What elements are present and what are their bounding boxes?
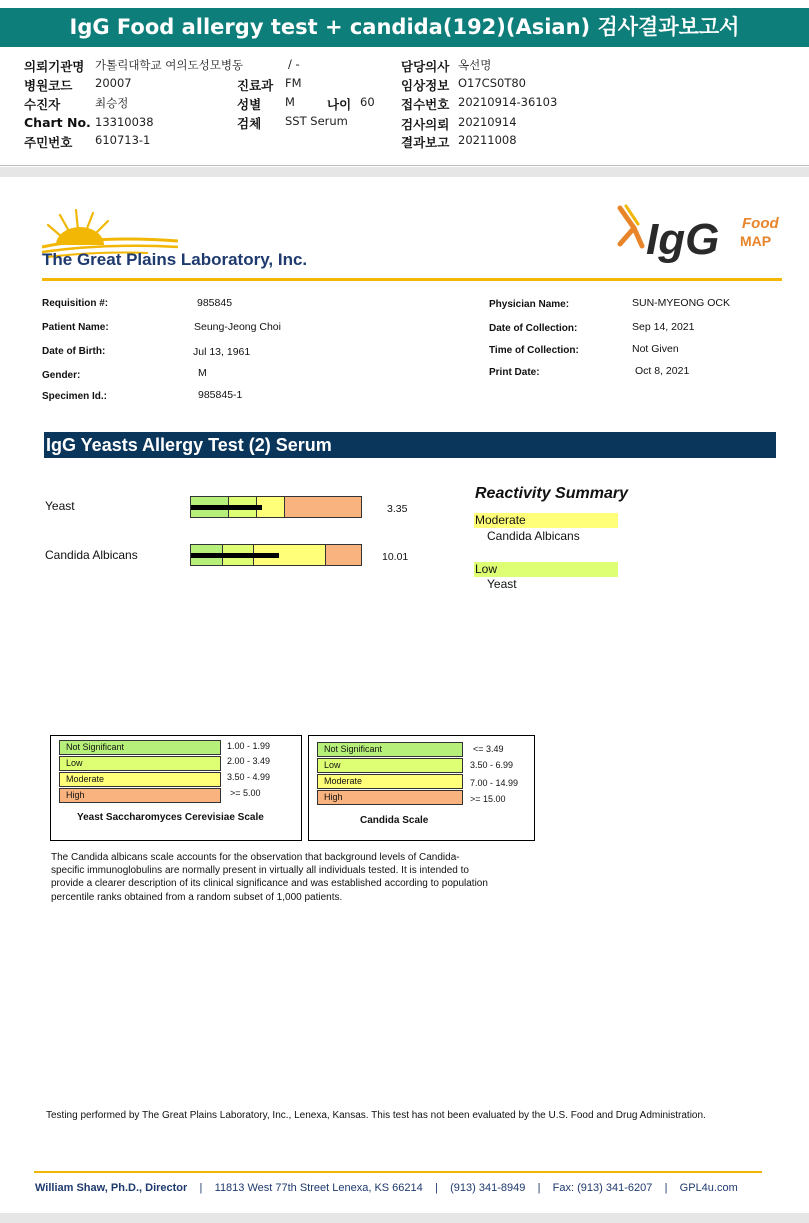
yeast-value: 3.35 [387, 503, 408, 515]
candida-scale-range-not-significant: <= 3.49 [473, 744, 504, 754]
reactivity-moderate-item: Candida Albicans [487, 529, 580, 543]
print-date-label: Print Date: [489, 367, 540, 378]
svg-text:MAP: MAP [740, 233, 772, 249]
requisition-value: 985845 [197, 297, 233, 309]
age-value: 60 [360, 95, 375, 109]
bottom-strip [0, 1213, 809, 1223]
collection-date-value: Sep 14, 2021 [632, 321, 695, 333]
igg-food-map-logo [612, 202, 787, 272]
lab-website[interactable]: GPL4u.com [679, 1182, 738, 1194]
candida-scale-row-high: High [317, 790, 463, 805]
receipt-label: 접수번호 [401, 97, 450, 112]
yeast-scale-row-not-significant: Not Significant [59, 740, 221, 755]
candida-scale-legend [308, 735, 535, 841]
korean-info-panel [0, 52, 809, 166]
collection-date-label: Date of Collection: [489, 323, 578, 334]
svg-text:IgG: IgG [646, 215, 720, 264]
institution-label: 의뢰기관명 [24, 59, 85, 74]
request-value: 20210914 [458, 115, 517, 129]
doctor-value: 옥선명 [458, 58, 492, 72]
candida-scale-row-low: Low [317, 758, 463, 773]
requisition-label: Requisition #: [42, 298, 109, 309]
id-value: 610713-1 [95, 133, 151, 147]
receipt-value: 20210914-36103 [458, 95, 558, 109]
report-title-bar [0, 8, 809, 47]
candida-scale-row-not-significant: Not Significant [317, 742, 463, 757]
reactivity-low-label: Low [474, 562, 618, 577]
specimen-id-label: Specimen Id.: [42, 391, 108, 402]
dept-label: 진료과 [237, 78, 274, 93]
candida-scale-row-moderate: Moderate [317, 774, 463, 789]
test-banner: IgG Yeasts Allergy Test (2) Serum [44, 432, 776, 458]
director-name: William Shaw, Ph.D., Director [35, 1182, 188, 1194]
candida-scale-range-high: >= 15.00 [470, 794, 506, 804]
lab-footer: William Shaw, Ph.D., Director | 11813 West 77th Street Lenexa, KS 66214 | (913) 341-8949 | Fax: (913) 341-6207 | GPL4u.com [35, 1182, 738, 1194]
hospital-code-label: 병원코드 [24, 78, 73, 93]
patient-name-label: Patient Name: [42, 322, 109, 333]
lab-phone: (913) 341-8949 [450, 1182, 526, 1194]
yeast-scale-range-not-significant: 1.00 - 1.99 [227, 741, 271, 751]
dept-value: FM [285, 76, 302, 90]
yeast-scale-legend [50, 735, 302, 841]
candida-scale-range-moderate: 7.00 - 14.99 [470, 778, 519, 788]
candida-level-marker [191, 553, 279, 558]
candida-scale-note: The Candida albicans scale accounts for the observation that background levels of Candida-specific immunoglobulins are normally present in virtually all individuals tested. It is intended to provide a clearer description of its clinical significance and was established according to population percentile ranks obtained from a random subset of 1,000 patients. [51, 852, 488, 903]
dob-label: Date of Birth: [42, 346, 106, 357]
yeast-label: Yeast [45, 499, 75, 513]
specimen-label-kr: 검체 [237, 116, 262, 131]
lab-name: The Great Plains Laboratory, Inc. [42, 250, 308, 269]
candida-seg-high [326, 545, 361, 565]
request-label: 검사의뢰 [401, 117, 450, 132]
yeast-seg-high [285, 497, 361, 517]
candida-scale-title: Candida Scale [360, 815, 429, 826]
sex-label: 성별 [237, 97, 262, 112]
yeast-scale-range-moderate: 3.50 - 4.99 [227, 772, 271, 782]
clinical-value: O17CS0T80 [458, 76, 526, 90]
gender-value: M [198, 367, 207, 379]
patient-value: 최승정 [95, 96, 129, 110]
reactivity-summary-title: Reactivity Summary [475, 485, 628, 502]
candida-value: 10.01 [382, 551, 409, 563]
physician-label: Physician Name: [489, 299, 570, 310]
print-date-value: Oct 8, 2021 [635, 365, 690, 377]
report-label: 결과보고 [401, 135, 450, 150]
report-value: 20211008 [458, 133, 517, 147]
gender-label: Gender: [42, 370, 81, 381]
doctor-label: 담당의사 [401, 59, 450, 74]
yeast-scale-row-low: Low [59, 756, 221, 771]
lab-fax: Fax: (913) 341-6207 [552, 1182, 653, 1194]
specimen-value-kr: SST Serum [285, 114, 348, 128]
institution-value: 가톨릭대학교 여의도성모병동 [95, 58, 244, 72]
chart-label: Chart No. [24, 115, 91, 130]
chart-value: 13310038 [95, 115, 154, 129]
candida-label: Candida Albicans [45, 548, 138, 562]
hospital-code-value: 20007 [95, 76, 132, 90]
header-rule [42, 278, 782, 281]
lab-address: 11813 West 77th Street Lenexa, KS 66214 [214, 1182, 423, 1194]
patient-name-value: Seung-Jeong Choi [194, 321, 281, 333]
reactivity-moderate-label: Moderate [474, 513, 618, 528]
yeast-level-marker [191, 505, 262, 510]
specimen-id-value: 985845-1 [198, 389, 243, 401]
age-label: 나이 [327, 97, 352, 112]
patient-label: 수진자 [24, 97, 61, 112]
ward-value: / - [288, 57, 300, 71]
yeast-scale-title: Yeast Saccharomyces Cerevisiae Scale [77, 812, 264, 823]
fda-disclaimer: Testing performed by The Great Plains Laboratory, Inc., Lenexa, Kansas. This test has not been evaluated by the U.S. Food and Drug Administration. [46, 1110, 706, 1121]
reactivity-low-item: Yeast [487, 577, 517, 591]
clinical-label: 임상정보 [401, 78, 450, 93]
yeast-scale-row-high: High [59, 788, 221, 803]
sex-value: M [285, 95, 295, 109]
physician-value: SUN-MYEONG OCK [632, 297, 731, 309]
yeast-scale-range-high: >= 5.00 [230, 788, 261, 798]
lab-report-page [0, 177, 809, 1213]
dob-value: Jul 13, 1961 [193, 346, 251, 358]
report-title: IgG Food allergy test + candida(192)(Asian) 검사결과보고서 [69, 15, 740, 39]
collection-time-value: Not Given [632, 343, 679, 355]
yeast-scale-row-moderate: Moderate [59, 772, 221, 787]
separator-strip [0, 167, 809, 177]
svg-text:Food: Food [742, 215, 779, 232]
candida-scale-range-low: 3.50 - 6.99 [470, 760, 514, 770]
yeast-scale-range-low: 2.00 - 3.49 [227, 756, 271, 766]
collection-time-label: Time of Collection: [489, 345, 579, 356]
footer-rule [34, 1171, 762, 1173]
id-label: 주민번호 [24, 135, 73, 150]
